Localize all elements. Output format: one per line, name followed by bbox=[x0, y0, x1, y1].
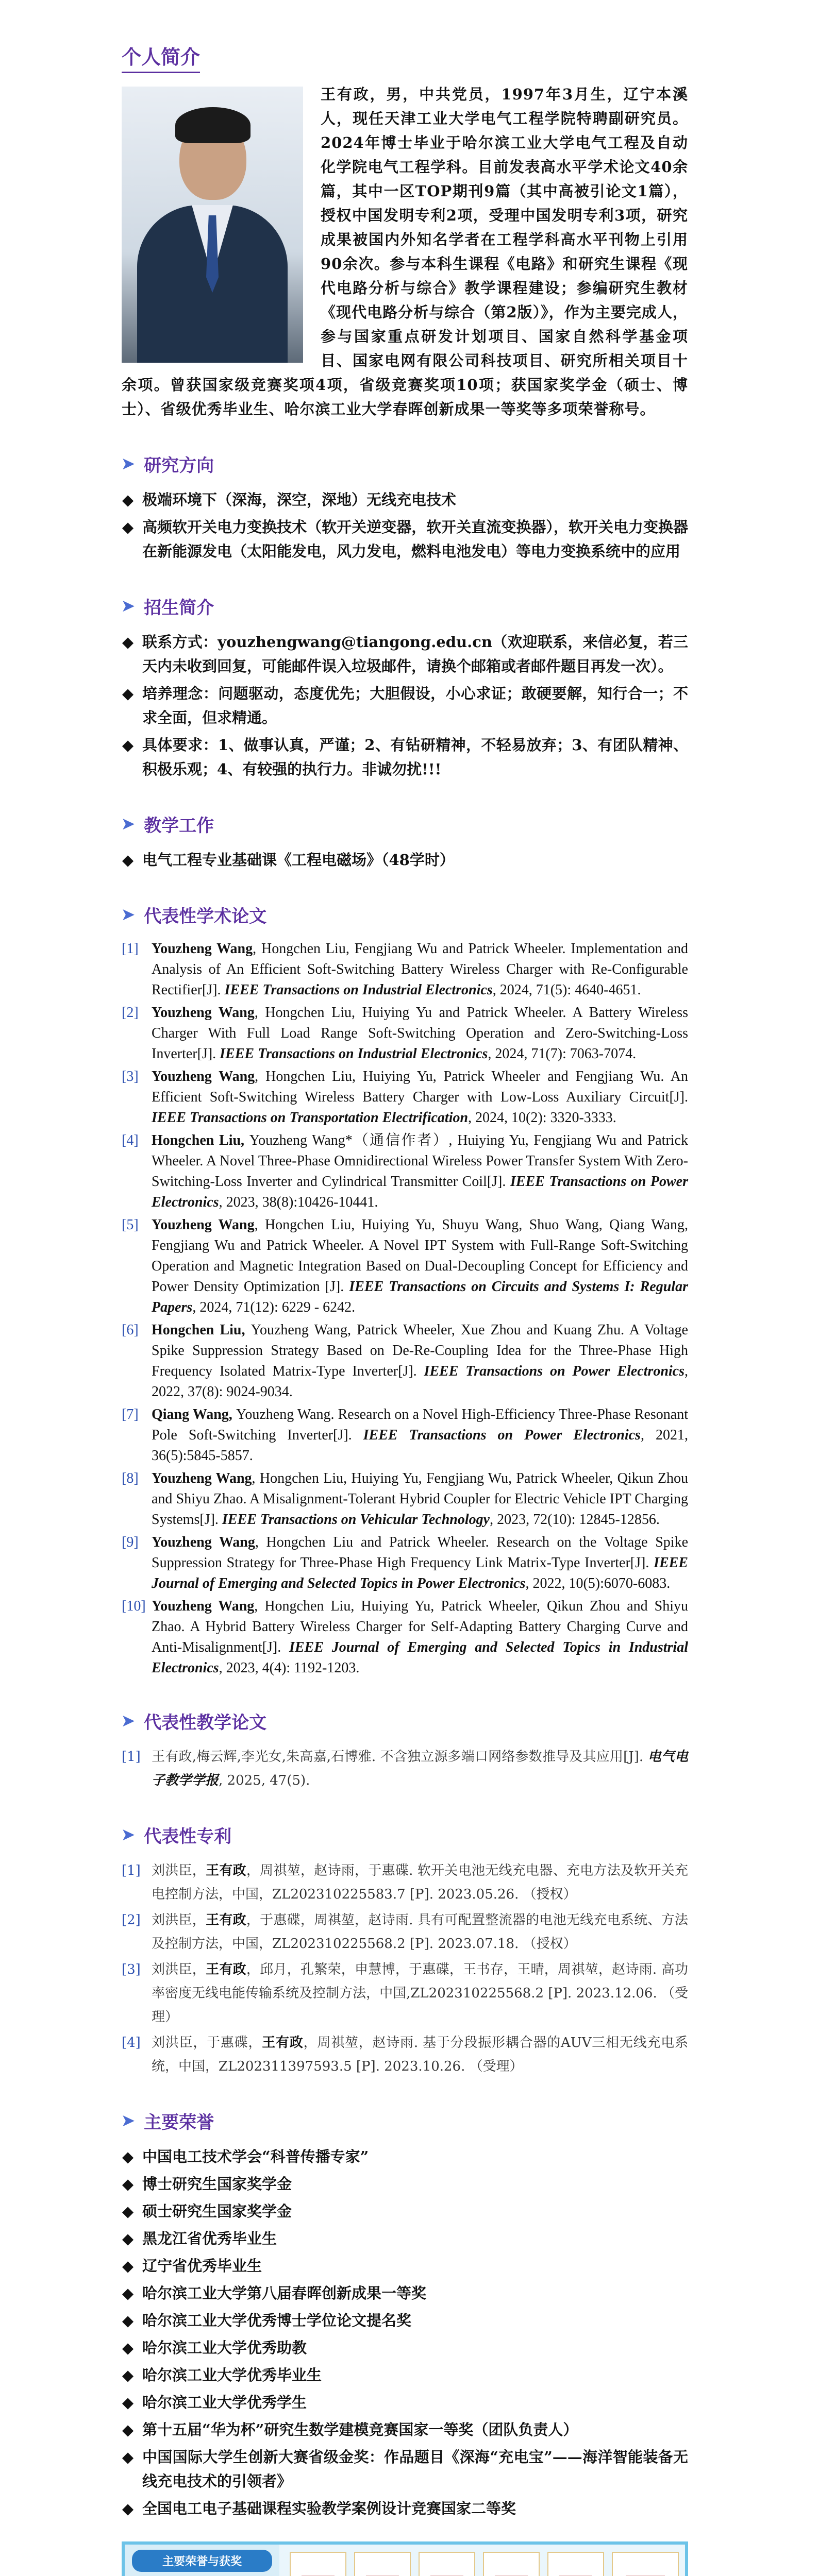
patent-item: [4] 刘洪臣，于惠碟，王有政，周祺堃，赵诗雨. 基于分段振形耦合器的AUV三相无线充电系统，中国，ZL202311397593.5 [P]. 2023.10.26. （受理） bbox=[122, 2035, 688, 2074]
research-list bbox=[122, 488, 688, 564]
diamond-bullet-icon: ◆ bbox=[122, 2448, 134, 2466]
paper-item: [7] Qiang Wang, Youzheng Wang. Research on a Novel High-Efficiency Three-Phase Resonant Pole Soft-Switching Inverter[J]. IEEE Transactions on Power Electronics, 2021, 36(5):5845-5857. bbox=[122, 1406, 689, 1464]
chevron-right-icon: ➤ bbox=[122, 1826, 135, 1844]
honor-item: ◆ 中国国际大学生创新大赛省级金奖：作品题目《深海“充电宝”——海洋智能装备无线充电技术的引领者》 bbox=[122, 2445, 688, 2494]
honor-item: ◆ 哈尔滨工业大学优秀博士学位论文提名奖 bbox=[122, 2309, 688, 2333]
patents-list bbox=[122, 1859, 688, 2078]
poster-text-panel bbox=[125, 2545, 279, 2576]
honors-poster bbox=[122, 2541, 688, 2576]
diamond-bullet-icon: ◆ bbox=[122, 2257, 134, 2275]
papers-section-title: ➤ 代表性学术论文 bbox=[122, 906, 267, 927]
diamond-bullet-icon: ◆ bbox=[122, 2202, 134, 2220]
patent-item: [2] 刘洪臣，王有政，于惠碟，周祺堃，赵诗雨. 具有可配置整流器的电池无线充电系统、方法及控制方法，中国，ZL202310225568.2 [P]. 2023.07.18. （授权） bbox=[122, 1912, 688, 1952]
diamond-bullet-icon: ◆ bbox=[122, 851, 134, 869]
chevron-right-icon: ➤ bbox=[122, 455, 135, 473]
diamond-bullet-icon: ◆ bbox=[122, 685, 134, 702]
profile-heading: 个人简介 bbox=[122, 41, 200, 73]
diamond-bullet-icon: ◆ bbox=[122, 2230, 134, 2247]
recruit-section-title: ➤ 招生简介 bbox=[122, 597, 214, 618]
paper-item: [10] Youzheng Wang, Hongchen Liu, Huiying Yu, Patrick Wheeler, Qikun Zhou and Shiyu Zhao. A Hybrid Battery Wireless Charger for Self-Adapting Battery Charging Curve and Anti-Misalignment[J]. IEEE Journal of Emerging and Selected Topics in Industrial Electronics, 2023, 4(4): 1192-1203. bbox=[122, 1598, 688, 1676]
portrait-photo bbox=[122, 87, 303, 363]
chevron-right-icon: ➤ bbox=[122, 815, 135, 833]
papers-list bbox=[122, 939, 688, 1679]
paper-item: [8] Youzheng Wang, Hongchen Liu, Huiying Yu, Fengjiang Wu, Patrick Wheeler, Qikun Zhou and Shiyu Zhao. A Misalignment-Tolerant Hybrid Coupler for Electric Vehicle IPT Charging Systems[J]. IEEE Transactions on Vehicular Technology, 2023, 72(10): 12845-12856. bbox=[122, 1470, 688, 1528]
paper-item: [2] Youzheng Wang, Hongchen Liu, Huiying Yu and Patrick Wheeler. A Battery Wireless Charger With Full Load Range Soft-Switching Operation and Zero-Switching-Loss Inverter[J]. IEEE Transactions on Industrial Electronics, 2024, 71(7): 7063-7074. bbox=[122, 1005, 688, 1062]
chevron-right-icon: ➤ bbox=[122, 906, 135, 924]
diamond-bullet-icon: ◆ bbox=[122, 2421, 134, 2438]
certificate-image bbox=[290, 2552, 346, 2576]
recruit-list bbox=[122, 630, 688, 782]
poster-title: 主要荣誉与获奖 bbox=[132, 2550, 272, 2572]
certificate-image bbox=[354, 2552, 411, 2576]
patent-item: [3] 刘洪臣，王有政，邱月，孔繁荣，申慧博，于惠碟，王书存，王晴，周祺堃，赵诗雨. 高功率密度无线电能传输系统及控制方法，中国,ZL202310225568.2 [P]. 2023.12.06. （受理） bbox=[122, 1962, 688, 2025]
bio-block bbox=[122, 82, 688, 421]
honor-item: ◆ 第十五届“华为杯”研究生数学建模竞赛国家一等奖（团队负责人） bbox=[122, 2418, 688, 2442]
chevron-right-icon: ➤ bbox=[122, 1712, 135, 1730]
diamond-bullet-icon: ◆ bbox=[122, 2284, 134, 2302]
list-item: ◆ 高频软开关电力变换技术（软开关逆变器，软开关直流变换器），软开关电力变换器在新能源发电（太阳能发电，风力发电，燃料电池发电）等电力变换系统中的应用 bbox=[122, 515, 688, 564]
diamond-bullet-icon: ◆ bbox=[122, 2148, 134, 2165]
patents-section-title: ➤ 代表性专利 bbox=[122, 1826, 232, 1847]
honor-item: ◆ 哈尔滨工业大学优秀助教 bbox=[122, 2336, 688, 2360]
honor-item: ◆ 中国电工技术学会“科普传播专家” bbox=[122, 2145, 688, 2169]
diamond-bullet-icon: ◆ bbox=[122, 633, 134, 651]
diamond-bullet-icon: ◆ bbox=[122, 736, 134, 754]
paper-item: [4] Hongchen Liu, Youzheng Wang*（通信作者）, Huiying Yu, Fengjiang Wu and Patrick Wheeler. A Novel Three-Phase Omnidirectional Wireless Power Transfer System With Zero-Switching-Loss Inverter and Cylindrical Transmitter Coil[J]. IEEE Transactions on Power Electronics, 2023, 38(8):10426-10441. bbox=[122, 1132, 688, 1210]
paper-item: [9] Youzheng Wang, Hongchen Liu and Patrick Wheeler. Research on the Voltage Spike Suppression Strategy for Three-Phase High Frequency Link Matrix-Type Inverter[J]. IEEE Journal of Emerging and Selected Topics in Power Electronics, 2022, 10(5):6070-6083. bbox=[122, 1534, 688, 1591]
chevron-right-icon: ➤ bbox=[122, 2112, 135, 2130]
honor-item: ◆ 硕士研究生国家奖学金 bbox=[122, 2199, 688, 2224]
teaching-section-title: ➤ 教学工作 bbox=[122, 815, 214, 836]
list-item: ◆ 电气工程专业基础课《工程电磁场》（48学时） bbox=[122, 848, 688, 872]
list-item: ◆ 具体要求：1、做事认真，严谨；2、有钻研精神，不轻易放弃；3、有团队精神、积极乐观；4、有较强的执行力。非诚勿扰!!! bbox=[122, 733, 688, 782]
diamond-bullet-icon: ◆ bbox=[122, 2339, 134, 2357]
research-section-title: ➤ 研究方向 bbox=[122, 455, 214, 476]
honors-section-title: ➤ 主要荣誉 bbox=[122, 2112, 214, 2133]
diamond-bullet-icon: ◆ bbox=[122, 2500, 134, 2517]
honor-item: ◆ 黑龙江省优秀毕业生 bbox=[122, 2227, 688, 2251]
honor-item: ◆ 全国电工电子基础课程实验教学案例设计竞赛国家二等奖 bbox=[122, 2497, 688, 2521]
teaching-papers-section-title: ➤ 代表性教学论文 bbox=[122, 1712, 267, 1733]
diamond-bullet-icon: ◆ bbox=[122, 2366, 134, 2384]
paper-item: [3] Youzheng Wang, Hongchen Liu, Huiying Yu, Patrick Wheeler and Fengjiang Wu. An Efficient Soft-Switching Wireless Battery Charger with Low-Loss Auxiliary Circuit[J]. IEEE Transactions on Transportation Electrification, 2024, 10(2): 3320-3333. bbox=[122, 1069, 689, 1126]
teaching-paper-item: [1] 王有政,梅云辉,李光女,朱高嘉,石博雅. 不含独立源多端口网络参数推导及其应用[J]. 电气电子教学学报, 2025, 47(5). bbox=[122, 1749, 688, 1788]
honor-item: ◆ 哈尔滨工业大学优秀毕业生 bbox=[122, 2363, 688, 2387]
bio-text: 王有政，男，中共党员，1997年3月生，辽宁本溪人，现任天津工业大学电气工程学院特聘副研究员。2024年博士毕业于哈尔滨工业大学电气工程及自动化学院电气工程学科。目前发表高水平学术论文40余篇，其中一区TOP期刊9篇（其中高被引论文1篇），授权中国发明专利2项，受理中国发明专利3项，研究成果被国内外知名学者在工程学科高水平刊物上引用90余次。参与本科生课程《电路》和研究生课程《现代电路分析与综合》教学课程建设；参编研究生教材《现代电路分析与综合（第2版）》，作为主要完成人，参与国家重点研发计划项目、国家自然科学基金项目、国家电网有限公司科技项目、研究所相关项目十余项。曾获国家级竞赛奖项4项，省级竞赛奖项10项；获国家奖学金（硕士、博士）、省级优秀毕业生、哈尔滨工业大学春晖创新成果一等奖等多项荣誉称号。 bbox=[122, 86, 688, 418]
paper-item: [6] Hongchen Liu, Youzheng Wang, Patrick Wheeler, Xue Zhou and Kuang Zhu. A Voltage Spike Suppression Strategy Based on De-Re-Coupling Idea for the Three-Phase High Frequency Isolated Matrix-Type Inverter[J]. IEEE Transactions on Power Electronics, 2022, 37(8): 9024-9034. bbox=[122, 1322, 688, 1400]
diamond-bullet-icon: ◆ bbox=[122, 491, 134, 509]
honor-item: ◆ 哈尔滨工业大学优秀学生 bbox=[122, 2391, 688, 2415]
certificate-image bbox=[419, 2552, 475, 2576]
certificate-image bbox=[612, 2552, 679, 2576]
diamond-bullet-icon: ◆ bbox=[122, 518, 134, 536]
list-item: ◆ 培养理念：问题驱动，态度优先；大胆假设，小心求证；敢硬要解，知行合一；不求全面，但求精通。 bbox=[122, 682, 688, 730]
patent-item: [1] 刘洪臣，王有政，周祺堃，赵诗雨，于惠碟. 软开关电池无线充电器、充电方法及软开关充电控制方法，中国，ZL202310225583.7 [P]. 2023.05.26. （授权） bbox=[122, 1863, 688, 1902]
list-item: ◆ 联系方式：youzhengwang@tiangong.edu.cn（欢迎联系，来信必复，若三天内未收到回复，可能邮件误入垃圾邮件，请换个邮箱或者邮件题目再发一次）。 bbox=[122, 630, 688, 679]
list-item: ◆ 极端环境下（深海，深空，深地）无线充电技术 bbox=[122, 488, 688, 512]
certificate-image bbox=[483, 2552, 540, 2576]
paper-item: [1] Youzheng Wang, Hongchen Liu, Fengjiang Wu and Patrick Wheeler. Implementation and Analysis of An Efficient Soft-Switching Battery Wireless Charger with Re-Configurable Rectifier[J]. IEEE Transactions on Industrial Electronics, 2024, 71(5): 4640-4651. bbox=[122, 941, 688, 998]
paper-item: [5] Youzheng Wang, Hongchen Liu, Huiying Yu, Shuyu Wang, Shuo Wang, Qiang Wang, Fengjiang Wu and Patrick Wheeler. A Novel IPT System with Full-Range Soft-Switching Operation and Magnetic Integration Based on Dual-Decoupling Concept for Efficiency and Power Density Optimization [J]. IEEE Transactions on Circuits and Systems I: Regular Papers, 2024, 71(12): 6229 - 6242. bbox=[122, 1217, 688, 1315]
honor-item: ◆ 辽宁省优秀毕业生 bbox=[122, 2254, 688, 2278]
honor-item: ◆ 哈尔滨工业大学第八届春晖创新成果一等奖 bbox=[122, 2281, 688, 2306]
certificate-image bbox=[547, 2552, 604, 2576]
diamond-bullet-icon: ◆ bbox=[122, 2175, 134, 2193]
chevron-right-icon: ➤ bbox=[122, 597, 135, 615]
honors-list bbox=[122, 2145, 688, 2521]
diamond-bullet-icon: ◆ bbox=[122, 2312, 134, 2329]
diamond-bullet-icon: ◆ bbox=[122, 2394, 134, 2411]
honor-item: ◆ 博士研究生国家奖学金 bbox=[122, 2172, 688, 2196]
